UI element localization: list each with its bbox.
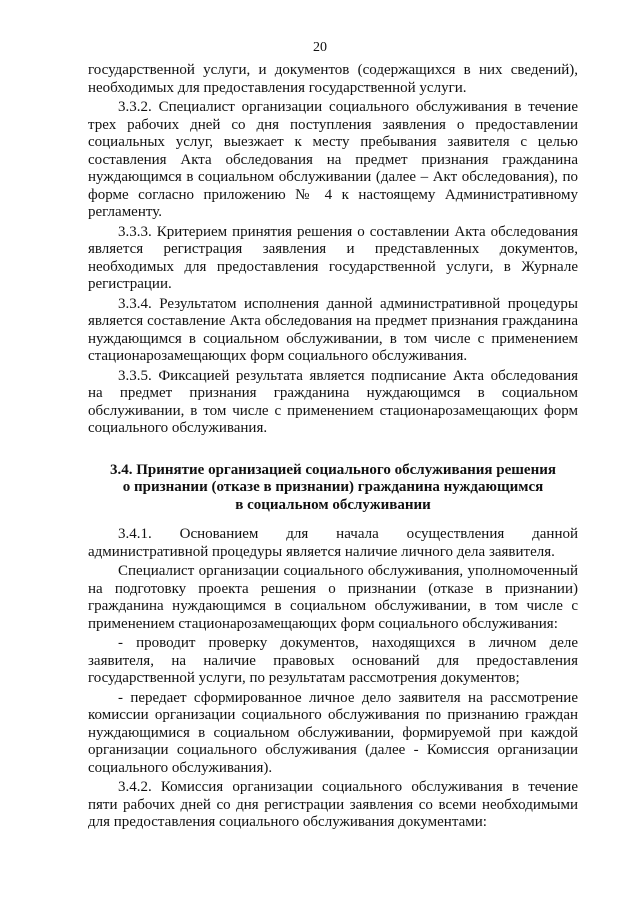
paragraph: 3.3.3. Критерием принятия решения о составлении Акта обследования является регистрация заявления и представленных документов, необходимых для предоставления государственной услуги, в Журнале регистрации.: [88, 223, 578, 292]
paragraph: - передает сформированное личное дело заявителя на рассмотрение комиссии организации социального обслуживания по признанию граждан нуждающимися в социальном обслуживании, формируемой при каждой организации социального обслуживания (далее - Комиссия организации социального обслуживания).: [88, 689, 578, 776]
paragraph: 3.3.4. Результатом исполнения данной административной процедуры является составление Акта обследования на предмет признания гражданина нуждающимся в социальном обслуживании, в том числе с применением стационарозамещающих форм социального обслуживания.: [88, 295, 578, 364]
heading-line-2: о признании (отказе в признании) гражданина нуждающимся: [122, 479, 544, 495]
heading-line-3: в социальном обслуживании: [235, 496, 431, 513]
paragraph: - проводит проверку документов, находящихся в личном деле заявителя, на наличие правовых оснований для предоставления государственной услуги, по результатам рассмотрения документов;: [88, 635, 578, 686]
paragraph: 3.4.2. Комиссия организации социального обслуживания в течение пяти рабочих дней со дня регистрации заявления со всеми необходимыми для предоставления социального обслуживания документами:: [88, 779, 578, 830]
section-3-4-text: [88, 526, 578, 832]
document-body: [88, 62, 578, 832]
section-heading: [88, 462, 578, 515]
paragraph: Специалист организации социального обслуживания, уполномоченный на подготовку проекта решения о признании (отказе в признании) гражданина нуждающимся в социальном обслуживании, в том числе с применением стационарозамещающих форм социального обслуживания:: [88, 563, 578, 632]
section-3-3-text: [88, 62, 578, 438]
paragraph: 3.4.1. Основанием для начала осуществления данной административной процедуры является наличие личного дела заявителя.: [88, 526, 578, 560]
paragraph: 3.3.2. Специалист организации социального обслуживания в течение трех рабочих дней со дня поступления заявления о предоставлении социальных услуг, выезжает к месту пребывания заявителя с целью составления Акта обследования на предмет признания гражданина нуждающимся в социальном обслуживании (далее – Акт обследования), по форме согласно приложению № 4 к настоящему Административному регламенту.: [88, 99, 578, 220]
paragraph: государственной услуги, и документов (содержащихся в них сведений), необходимых для предоставления государственной услуги.: [88, 62, 578, 96]
paragraph: 3.3.5. Фиксацией результата является подписание Акта обследования на предмет признания гражданина нуждающимся в социальном обслуживании, в том числе с применением стационарозамещающих форм социального обслуживания.: [88, 367, 578, 436]
page-number: 20: [313, 40, 327, 55]
heading-line-1: 3.4. Принятие организацией социального обслуживания решения: [109, 461, 556, 478]
